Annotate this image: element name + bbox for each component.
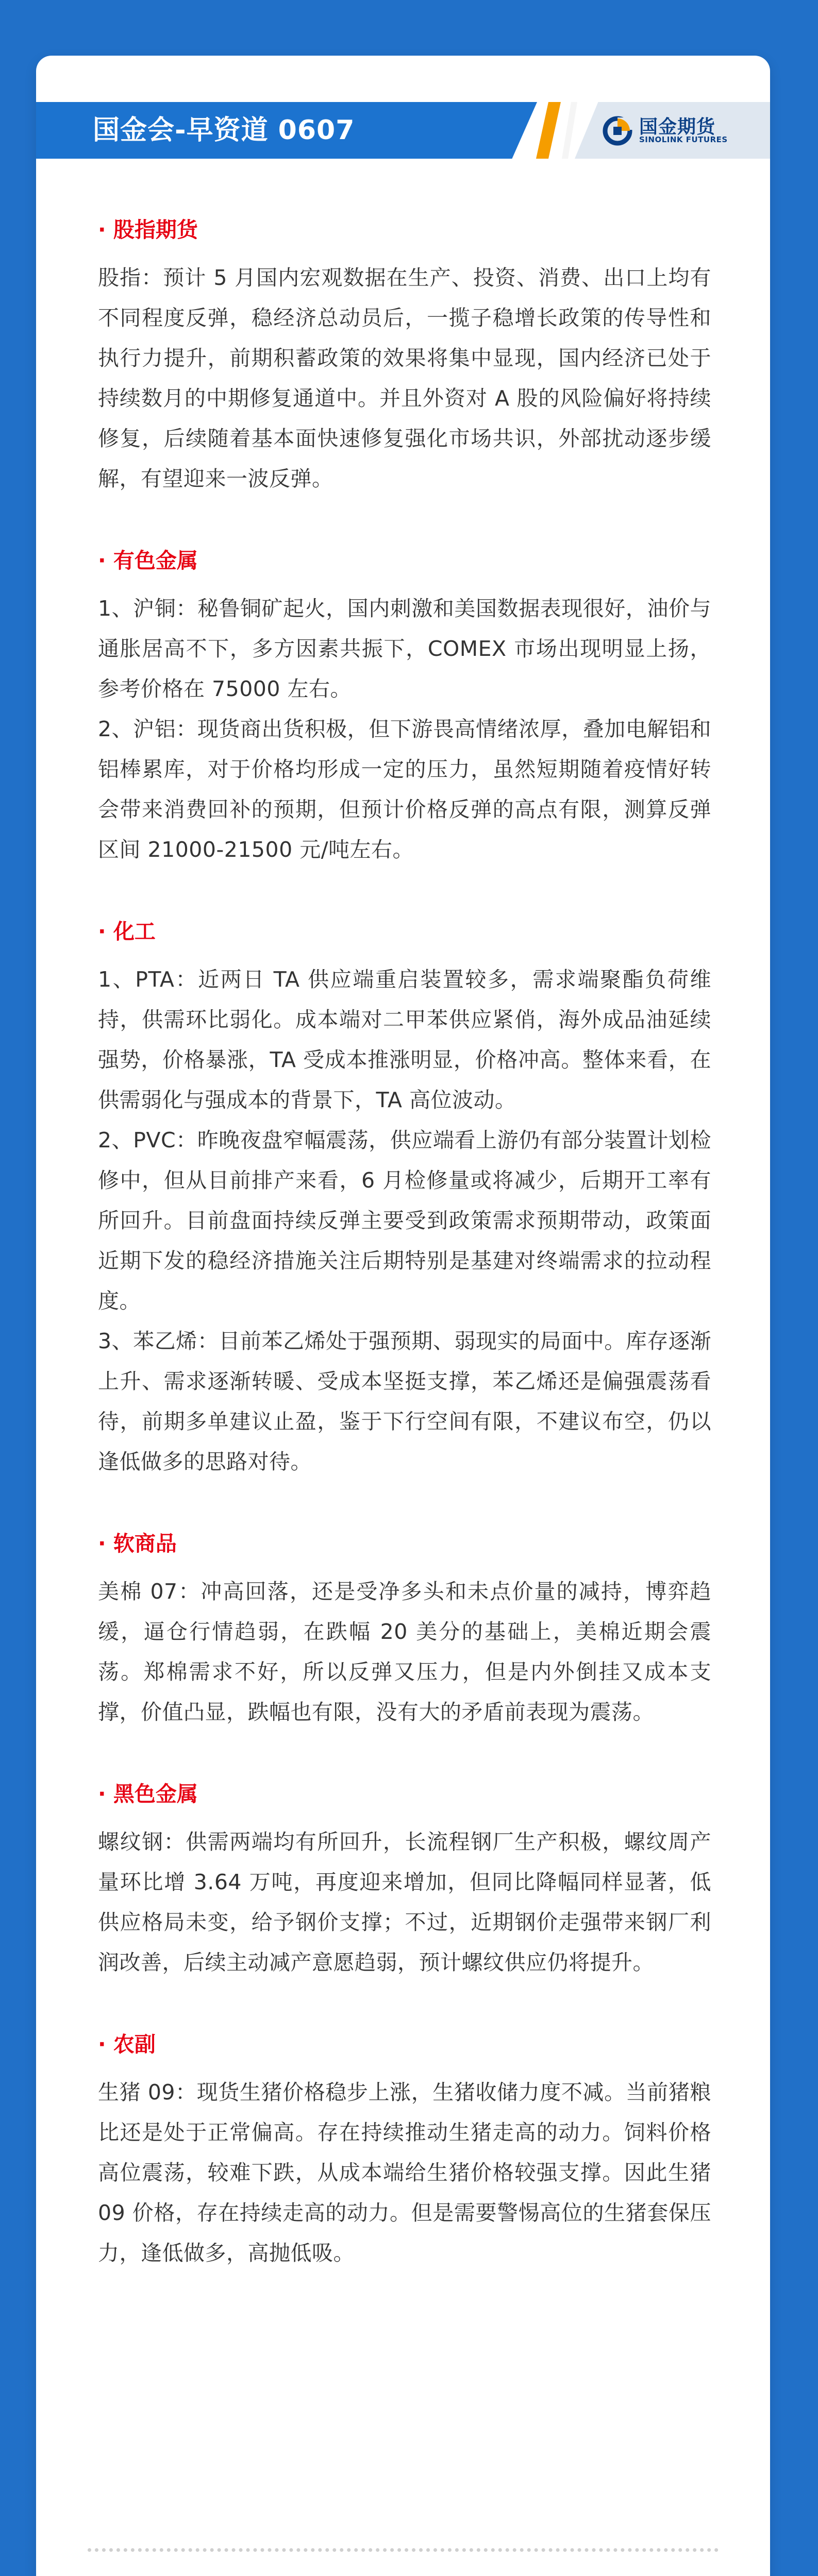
section-body xyxy=(98,1571,711,1732)
paragraph: 生猪 09：现货生猪价格稳步上涨，生猪收储力度不减。当前猪粮比还是处于正常偏高。存在持续推动生猪走高的动力。饲料价格高位震荡，较难下跌，从成本端给生猪价格较强支撑。因此生猪 09 价格，存在持续走高的动力。但是需要警惕高位的生猪套保压力，逢低做多，高抛低吸。 xyxy=(98,2080,711,2265)
paragraph: 螺纹钢：供需两端均有所回升，长流程钢厂生产积极，螺纹周产量环比增 3.64 万吨，再度迎来增加，但同比降幅同样显著，低供应格局未变，给予钢价支撑；不过，近期钢价走强带来钢厂利润改善，后续主动减产意愿趋弱，预计螺纹供应仍将提升。 xyxy=(98,1829,711,1975)
section-title: · 软商品 xyxy=(98,1531,177,1556)
paragraph: 股指：预计 5 月国内宏观数据在生产、投资、消费、出口上均有不同程度反弹，稳经济总动员后，一揽子稳增长政策的传导性和执行力提升，前期积蓄政策的效果将集中显现，国内经济已处于持续数月的中期修复通道中。并且外资对 A 股的风险偏好将持续修复，后续随着基本面快速修复强化市场共识，外部扰动逐步缓解，有望迎来一波反弹。 xyxy=(98,265,711,491)
header-banner xyxy=(36,102,770,159)
paragraph: 2、沪铝：现货商出货积极，但下游畏高情绪浓厚，叠加电解铝和铝棒累库，对于价格均形成一定的压力，虽然短期随着疫情好转会带来消费回补的预期，但预计价格反弹的高点有限，测算反弹区间 21000-21500 元/吨左右。 xyxy=(98,717,711,862)
section-nonferrous-metals xyxy=(98,546,711,870)
paragraph: 1、PTA：近两日 TA 供应端重启装置较多，需求端聚酯负荷维持，供需环比弱化。成本端对二甲苯供应紧俏，海外成品油延续强势，价格暴涨，TA 受成本推涨明显，价格冲高。整体来看，在供需弱化与强成本的背景下，TA 高位波动。 xyxy=(98,967,711,1112)
logo-name: 国金期货 xyxy=(639,116,716,138)
paragraph: 3、苯乙烯：目前苯乙烯处于强预期、弱现实的局面中。库存逐渐上升、需求逐渐转暖、受成本坚挺支撑，苯乙烯还是偏强震荡看待，前期多单建议止盈，鉴于下行空间有限，不建议布空，仍以逢低做多的思路对待。 xyxy=(98,1329,711,1474)
section-title: · 农副 xyxy=(98,2032,156,2057)
section-title: · 黑色金属 xyxy=(98,1782,198,1806)
section-body xyxy=(98,588,711,870)
section-ferrous-metals xyxy=(98,1780,711,1982)
section-title: · 股指期货 xyxy=(98,217,198,242)
sinolink-logo-icon xyxy=(602,115,633,146)
report-sections xyxy=(98,215,711,2320)
paragraph: 美棉 07：冲高回落，还是受净多头和未点价量的减持，博弈趋缓，逼仓行情趋弱，在跌幅 20 美分的基础上，美棉近期会震荡。郑棉需求不好，所以反弹又压力，但是内外倒挂又成本支撑，价值凸显，跌幅也有限，没有大的矛盾前表现为震荡。 xyxy=(98,1579,711,1724)
paragraph: 2、PVC：昨晚夜盘窄幅震荡，供应端看上游仍有部分装置计划检修中，但从目前排产来看，6 月检修量或将减少，后期开工率有所回升。目前盘面持续反弹主要受到政策需求预期带动，政策面近期下发的稳经济措施关注后期特别是基建对终端需求的拉动程度。 xyxy=(98,1128,711,1313)
section-title: · 化工 xyxy=(98,919,156,944)
company-logo xyxy=(602,112,762,148)
section-body xyxy=(98,258,711,499)
section-body xyxy=(98,2072,711,2273)
page-title: 国金会-早资道 0607 xyxy=(93,115,355,146)
dotted-divider xyxy=(88,2548,719,2552)
section-title: · 有色金属 xyxy=(98,548,198,573)
section-body xyxy=(98,1822,711,1982)
header-orange-stripe xyxy=(536,102,561,159)
content-card xyxy=(36,56,770,2576)
section-chemicals xyxy=(98,917,711,1482)
paragraph: 1、沪铜：秘鲁铜矿起火，国内刺激和美国数据表现很好，油价与通胀居高不下，多方因素共振下，COMEX 市场出现明显上扬，参考价格在 75000 左右。 xyxy=(98,596,711,701)
section-body xyxy=(98,959,711,1482)
section-agricultural xyxy=(98,2030,711,2273)
section-soft-commodities xyxy=(98,1529,711,1732)
section-stock-index-futures xyxy=(98,215,711,499)
logo-subtitle: SINOLINK FUTURES xyxy=(639,135,728,144)
header-white-stripe xyxy=(562,102,577,159)
